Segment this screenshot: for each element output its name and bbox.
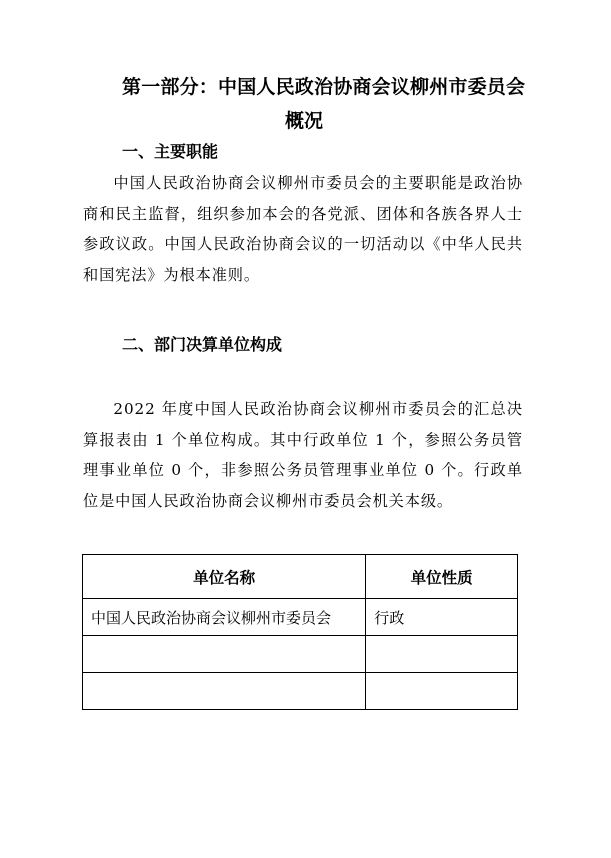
table-cell-unit-nature	[366, 673, 518, 710]
table-row	[83, 673, 518, 710]
table-cell-unit-nature: 行政	[366, 599, 518, 636]
page-title: 第一部分：中国人民政治协商会议柳州市委员会	[122, 76, 526, 98]
table-row	[83, 636, 518, 673]
table-header-row	[83, 555, 518, 599]
section-paragraph-main-functions: 中国人民政治协商会议柳州市委员会的主要职能是政治协商和民主监督，组织参加本会的各党派、团体和各族各界人士参政议政。中国人民政治协商会议的一切活动以《中华人民共和国宪法》为根本准则。	[83, 174, 523, 284]
section-paragraph-unit-composition: 2022 年度中国人民政治协商会议柳州市委员会的汇总决算报表由 1 个单位构成。其中行政单位 1 个，参照公务员管理事业单位 0 个，非参照公务员管理事业单位 0 个。行政单位是中国人民政治协商会议柳州市委员会机关本级。	[83, 400, 523, 510]
table-cell-unit-name	[83, 636, 366, 673]
section-heading-main-functions: 一、主要职能	[122, 142, 219, 161]
page-title-continuation: 概况	[285, 110, 324, 132]
table-cell-unit-name	[83, 673, 366, 710]
unit-table	[82, 554, 518, 710]
table-cell-unit-nature	[366, 636, 518, 673]
table-header-unit-nature: 单位性质	[366, 555, 518, 599]
section-heading-unit-composition: 二、部门决算单位构成	[122, 335, 283, 354]
table-row	[83, 599, 518, 636]
table-cell-unit-name: 中国人民政治协商会议柳州市委员会	[83, 599, 366, 636]
table-header-unit-name: 单位名称	[83, 555, 366, 599]
